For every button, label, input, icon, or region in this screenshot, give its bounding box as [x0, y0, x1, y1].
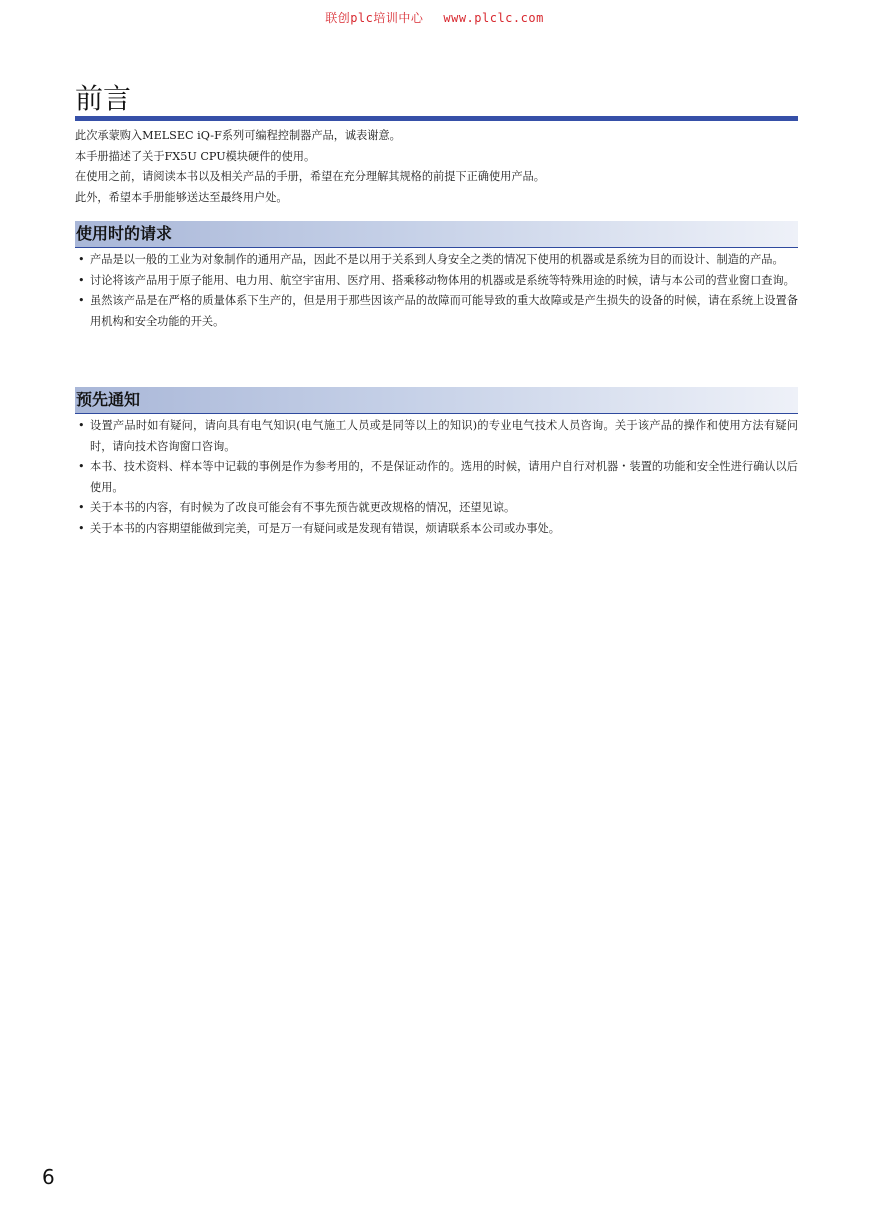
- intro-line: 在使用之前，请阅读本书以及相关产品的手册，希望在充分理解其规格的前提下正确使用产品。: [75, 170, 545, 183]
- intro-line: 本手册描述了关于FX5U CPU模块硬件的使用。: [75, 149, 316, 163]
- list-item: [75, 291, 798, 332]
- section-header-advance-notice: [75, 387, 798, 414]
- page-number: 6: [42, 1165, 55, 1189]
- bullet-icon: •: [78, 460, 85, 473]
- intro-paragraphs: [75, 126, 798, 208]
- watermark-brand: 联创plc培训中心: [325, 11, 424, 25]
- bullet-icon: •: [78, 521, 85, 535]
- bullet-icon: •: [78, 501, 85, 514]
- list-item: [75, 457, 798, 498]
- list-item-text: 本书、技术资料、样本等中记载的事例是作为参考用的，不是保证动作的。选用的时候，请用户自行对机器・装置的功能和安全性进行确认以后使用。: [90, 460, 798, 494]
- list-item: [75, 250, 798, 271]
- bullet-icon: •: [78, 419, 85, 432]
- page-title: 前言: [75, 82, 132, 115]
- intro-line: 此次承蒙购入MELSEC iQ-F系列可编程控制器产品，诚表谢意。: [75, 129, 401, 142]
- advance-notice-list: [75, 416, 798, 539]
- list-item: [75, 519, 798, 540]
- bullet-icon: •: [78, 294, 85, 307]
- section-heading: 预先通知: [76, 390, 141, 409]
- section-heading: 使用时的请求: [76, 224, 173, 243]
- list-item: [75, 416, 798, 457]
- bullet-icon: •: [78, 253, 85, 266]
- list-item-text: 设置产品时如有疑问，请向具有电气知识(电气施工人员或是同等以上的知识)的专业电气技术人员咨询。关于该产品的操作和使用方法有疑问时，请向技术咨询窗口咨询。: [90, 419, 798, 453]
- watermark-url: www.plclc.com: [443, 11, 544, 25]
- intro-line: 此外，希望本手册能够送达至最终用户处。: [75, 190, 288, 204]
- list-item-text: 关于本书的内容期望能做到完美，可是万一有疑问或是发现有错误，烦请联系本公司或办事处。: [90, 521, 560, 535]
- list-item: [75, 498, 798, 519]
- list-item-text: 虽然该产品是在严格的质量体系下生产的，但是用于那些因该产品的故障而可能导致的重大故障或是产生损失的设备的时候，请在系统上设置备用机构和安全功能的开关。: [90, 294, 798, 328]
- bullet-icon: •: [78, 273, 85, 287]
- list-item-text: 讨论将该产品用于原子能用、电力用、航空宇宙用、医疗用、搭乘移动物体用的机器或是系统等特殊用途的时候，请与本公司的营业窗口查询。: [90, 273, 795, 287]
- list-item-text: 关于本书的内容，有时候为了改良可能会有不事先预告就更改规格的情况，还望见谅。: [90, 501, 516, 514]
- list-item: [75, 271, 798, 292]
- section-header-usage-requests: [75, 221, 798, 248]
- usage-requests-list: [75, 250, 798, 332]
- watermark: [0, 9, 869, 26]
- title-rule: [75, 116, 798, 121]
- list-item-text: 产品是以一般的工业为对象制作的通用产品，因此不是以用于关系到人身安全之类的情况下使用的机器或是系统为目的而设计、制造的产品。: [90, 253, 784, 266]
